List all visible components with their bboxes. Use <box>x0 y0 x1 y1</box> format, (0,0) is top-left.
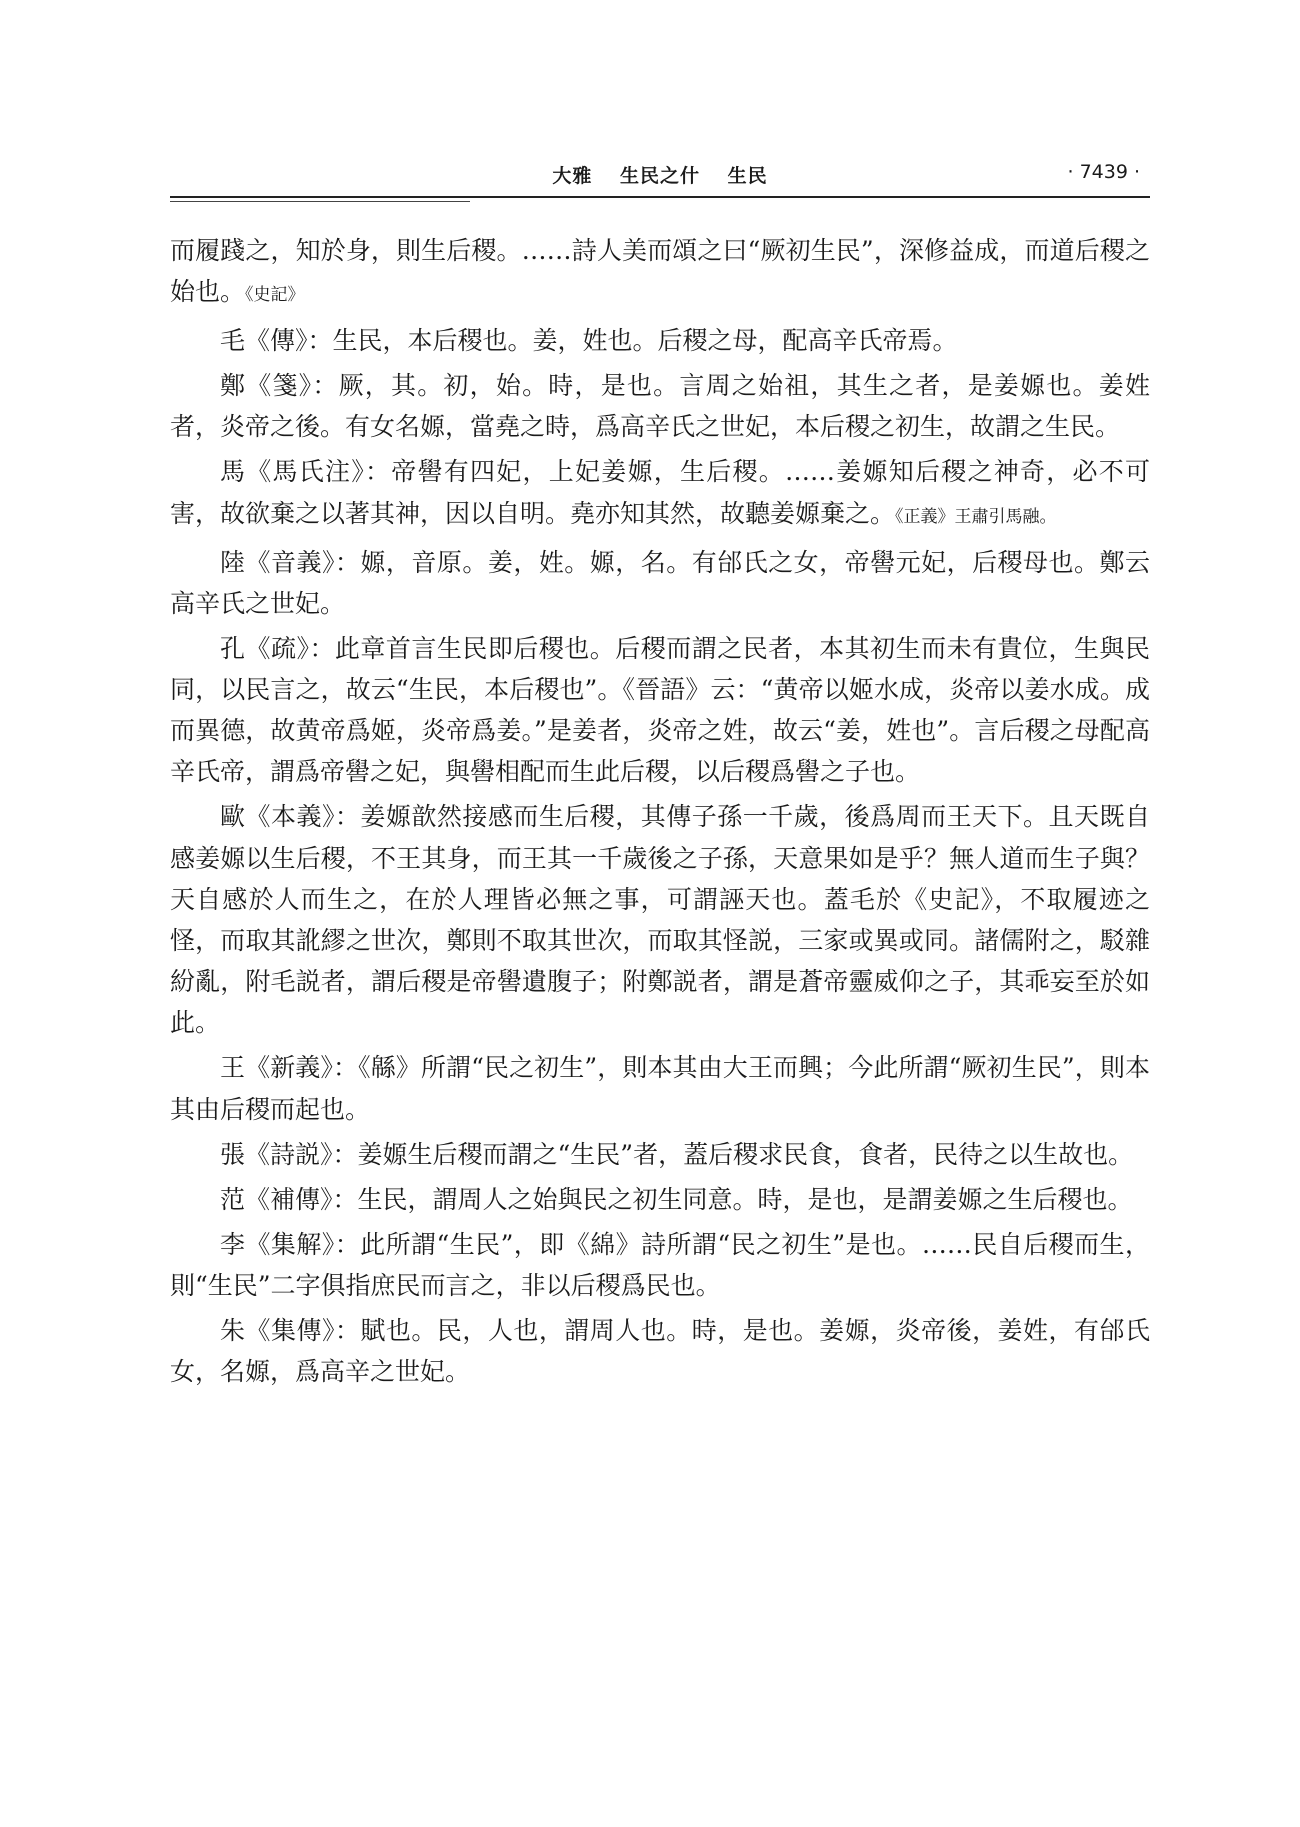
paragraph-text: 而履踐之，知於身，則生后稷。……詩人美而頌之曰“厥初生民”，深修益成，而道后稷之始也。 <box>170 236 1150 307</box>
paragraph-text: 李《集解》：此所謂“生民”，即《綿》詩所謂“民之初生”是也。……民自后稷而生，則“生民”二字俱指庶民而言之，非以后稷爲民也。 <box>170 1229 1150 1300</box>
paragraph <box>170 365 1150 447</box>
paragraph <box>170 628 1150 793</box>
page-number: · 7439 · <box>1067 161 1140 183</box>
source-note: 《史記》 <box>245 285 305 306</box>
body-text <box>170 230 1150 1396</box>
paragraph-text: 王《新義》：《緜》所謂“民之初生”，則本其由大王而興；今此所謂“厥初生民”，則本其由后稷而起也。 <box>170 1053 1150 1124</box>
paragraph-text: 張《詩説》：姜嫄生后稷而謂之“生民”者，蓋后稷求民食，食者，民待之以生故也。 <box>220 1139 1134 1169</box>
header-rule <box>170 196 1150 198</box>
paragraph <box>170 542 1150 624</box>
running-header <box>170 155 1150 195</box>
header-title-part: 生民之什 <box>619 165 700 187</box>
paragraph-text: 毛《傳》：生民，本后稷也。姜，姓也。后稷之母，配高辛氏帝焉。 <box>220 326 958 356</box>
header-title-part: 生民 <box>727 165 768 187</box>
paragraph-text: 歐《本義》：姜嫄歆然接感而生后稷，其傳子孫一千歲，後爲周而王天下。且天既自感姜嫄以生后稷，不王其身，而王其一千歲後之子孫，天意果如是乎？無人道而生子與？天自感於人而生之，在於人理皆必無之事，可謂誣天也。蓋毛於《史記》，不取履迹之怪，而取其訛繆之世次，鄭則不取其世次，而取其怪説，三家或異或同。諸儒附之，駁雜紛亂，附毛説者，謂后稷是帝嚳遺腹子；附鄭説者，謂是蒼帝靈威仰之子，其乖妄至於如此。 <box>170 802 1150 1038</box>
paragraph <box>170 1179 1150 1220</box>
paragraph-text: 馬《馬氏注》：帝嚳有四妃，上妃姜嫄，生后稷。……姜嫄知后稷之神奇，必不可害，故欲棄之以著其神，因以自明。堯亦知其然，故聽姜嫄棄之。 <box>170 457 1150 528</box>
paragraph <box>170 796 1150 1043</box>
paragraph <box>170 1224 1150 1306</box>
paragraph <box>170 1047 1150 1129</box>
source-note: 《正義》王肅引馬融。 <box>895 506 1057 527</box>
paragraph-text: 朱《集傳》：賦也。民，人也，謂周人也。時，是也。姜嫄，炎帝後，姜姓，有邰氏女，名嫄，爲高辛之世妃。 <box>170 1315 1150 1387</box>
paragraph <box>170 1310 1150 1392</box>
paragraph-text: 鄭《箋》：厥，其。初，始。時，是也。言周之始祖，其生之者，是姜嫄也。姜姓者，炎帝之後。有女名嫄，當堯之時，爲高辛氏之世妃，本后稷之初生，故謂之生民。 <box>170 371 1150 442</box>
paragraph <box>170 230 1150 316</box>
paragraph <box>170 451 1150 537</box>
header-title-part: 大雅 <box>552 165 593 187</box>
header-title <box>170 161 1150 188</box>
paragraph-text: 范《補傳》：生民，謂周人之始與民之初生同意。時，是也，是謂姜嫄之生后稷也。 <box>220 1184 1133 1214</box>
paragraph <box>170 320 1150 361</box>
paragraph <box>170 1134 1150 1175</box>
paragraph-text: 陸《音義》：嫄，音原。姜，姓。嫄，名。有邰氏之女，帝嚳元妃，后稷母也。鄭云高辛氏之世妃。 <box>170 547 1150 618</box>
paragraph-text: 孔《疏》：此章首言生民即后稷也。后稷而謂之民者，本其初生而未有貴位，生與民同，以民言之，故云“生民，本后稷也”。《晉語》云：“黄帝以姬水成，炎帝以姜水成。成而異德，故黄帝爲姬，炎帝爲姜。”是姜者，炎帝之姓，故云“姜，姓也”。言后稷之母配高辛氏帝，謂爲帝嚳之妃，與嚳相配而生此后稷，以后稷爲嚳之子也。 <box>170 633 1150 787</box>
header-rule-short <box>170 201 470 202</box>
